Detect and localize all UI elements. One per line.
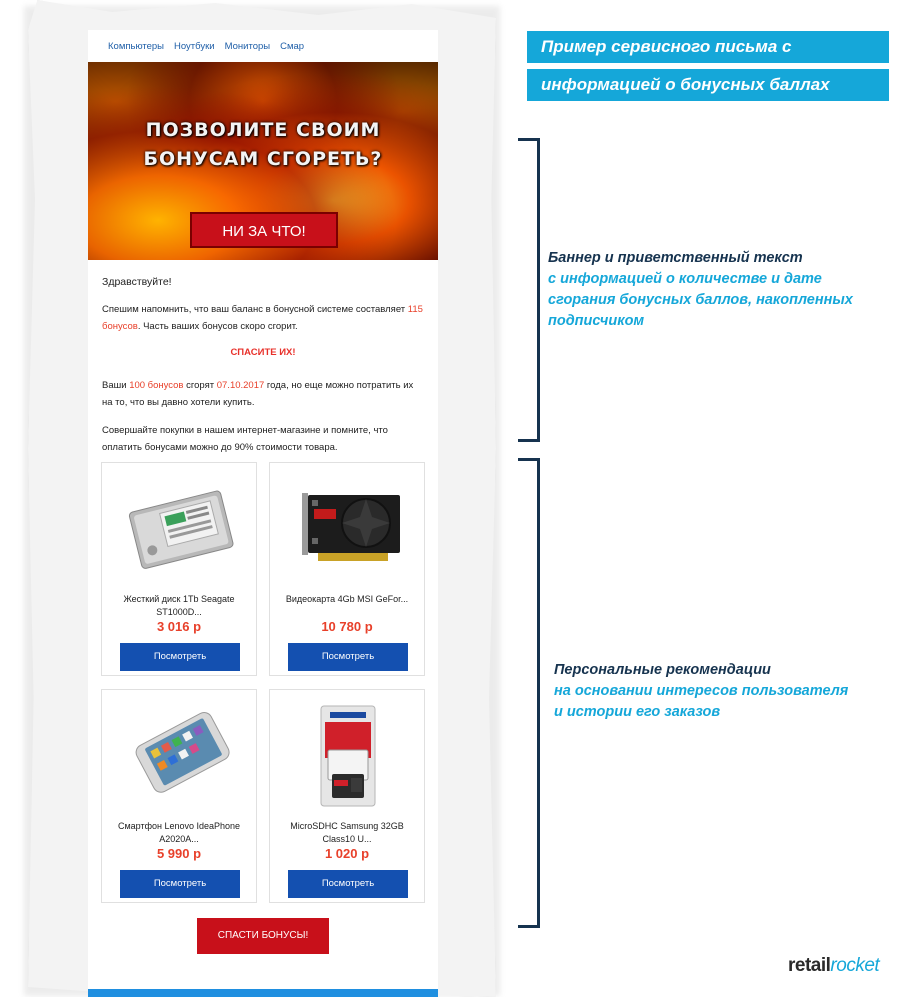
product-price: 5 990 р — [156, 846, 202, 861]
balance-text: Спешим напомнить, что ваш баланс в бонусной системе составляет — [102, 304, 408, 315]
annotation-reco-line1: Персональные рекомендации — [554, 662, 771, 678]
annotation-banner-line4: подписчиком — [548, 313, 645, 329]
banner-title — [88, 116, 438, 174]
bracket-banner — [518, 138, 540, 442]
email-body — [88, 260, 438, 456]
nav-item-smartphones[interactable]: Смар — [280, 40, 305, 52]
product-card[interactable] — [269, 689, 425, 903]
banner-title-line1: ПОЗВОЛИТЕ СВОИМ — [145, 119, 381, 141]
bracket-recommendations — [518, 458, 540, 928]
expiry-text-c: сгорят — [183, 380, 217, 391]
expiry-text-a: Ваши — [102, 380, 130, 391]
annotation-banner-line1: Баннер и приветственный текст — [548, 250, 803, 266]
balance-text-end: . Часть ваших бонусов скоро сгорит. — [137, 320, 298, 332]
view-product-button[interactable]: Посмотреть — [120, 870, 240, 898]
nav-item-laptops[interactable]: Ноутбуки — [174, 40, 215, 52]
product-name: Жесткий диск 1Tb Seagate ST1000D... — [123, 594, 235, 617]
nav-item-computers[interactable]: Компьютеры — [108, 40, 164, 52]
fire-banner — [88, 62, 438, 260]
product-card[interactable] — [101, 462, 257, 676]
product-card[interactable] — [101, 689, 257, 903]
logo-part2: rocket — [830, 955, 880, 976]
view-product-button[interactable]: Посмотреть — [120, 643, 240, 671]
product-card[interactable] — [269, 462, 425, 676]
memory-card-icon — [288, 700, 408, 812]
annotation-banner — [548, 248, 853, 332]
expiring-bonus-amount: 100 бонусов — [129, 380, 184, 391]
annotation-title-line2: информацией о бонусных баллах — [527, 69, 889, 101]
save-bonuses-button[interactable]: СПАСТИ БОНУСЫ! — [197, 918, 329, 954]
balance-amount: 115 бонусов — [102, 304, 423, 332]
product-name: Видеокарта 4Gb MSI GeFor... — [285, 594, 409, 604]
view-product-button[interactable]: Посмотреть — [288, 643, 408, 671]
product-name: Смартфон Lenovo IdeaPhone A2020A... — [117, 821, 241, 844]
view-product-button[interactable]: Посмотреть — [288, 870, 408, 898]
product-price: 3 016 р — [156, 619, 202, 634]
balance-paragraph — [102, 302, 424, 335]
save-them-text: СПАСИТЕ ИХ! — [230, 347, 296, 358]
logo-part1: retail — [788, 955, 831, 976]
banner-title-line2: БОНУСАМ СГОРЕТЬ? — [143, 148, 383, 170]
expiry-text-e: года, но еще можно потратить их на то, что вы давно хотели купить. — [102, 380, 414, 408]
retailrocket-logo — [788, 955, 879, 977]
email-nav — [88, 30, 438, 62]
email-footer-bar — [88, 989, 438, 997]
email-preview — [88, 30, 438, 997]
greeting: Здравствуйте! — [102, 276, 172, 288]
nav-item-monitors[interactable]: Мониторы — [224, 40, 271, 52]
annotation-banner-line2: с информацией о количестве и дате — [548, 271, 822, 287]
product-price: 1 020 р — [324, 846, 370, 861]
annotation-title-line1: Пример сервисного письма с — [527, 31, 889, 63]
annotation-recommendations — [554, 660, 848, 723]
expiry-date: 07.10.2017 — [216, 380, 265, 391]
annotation-banner-line3: сгорания бонусных баллов, накопленных — [548, 292, 853, 308]
annotation-reco-line3: и истории его заказов — [554, 704, 721, 720]
hard-drive-icon — [120, 473, 240, 585]
product-name: MicroSDHC Samsung 32GB Class10 U... — [290, 821, 404, 844]
smartphone-icon — [120, 700, 240, 812]
annotation-reco-line2: на основании интересов пользователя — [554, 683, 849, 699]
banner-button[interactable]: НИ ЗА ЧТО! — [190, 212, 338, 248]
graphics-card-icon — [288, 473, 408, 585]
product-price: 10 780 р — [321, 619, 373, 634]
shopping-paragraph: Совершайте покупки в нашем интернет-магазине и помните, что оплатить бонусами можно до 90% стоимости товара. — [102, 425, 388, 453]
expiry-paragraph — [102, 378, 424, 411]
